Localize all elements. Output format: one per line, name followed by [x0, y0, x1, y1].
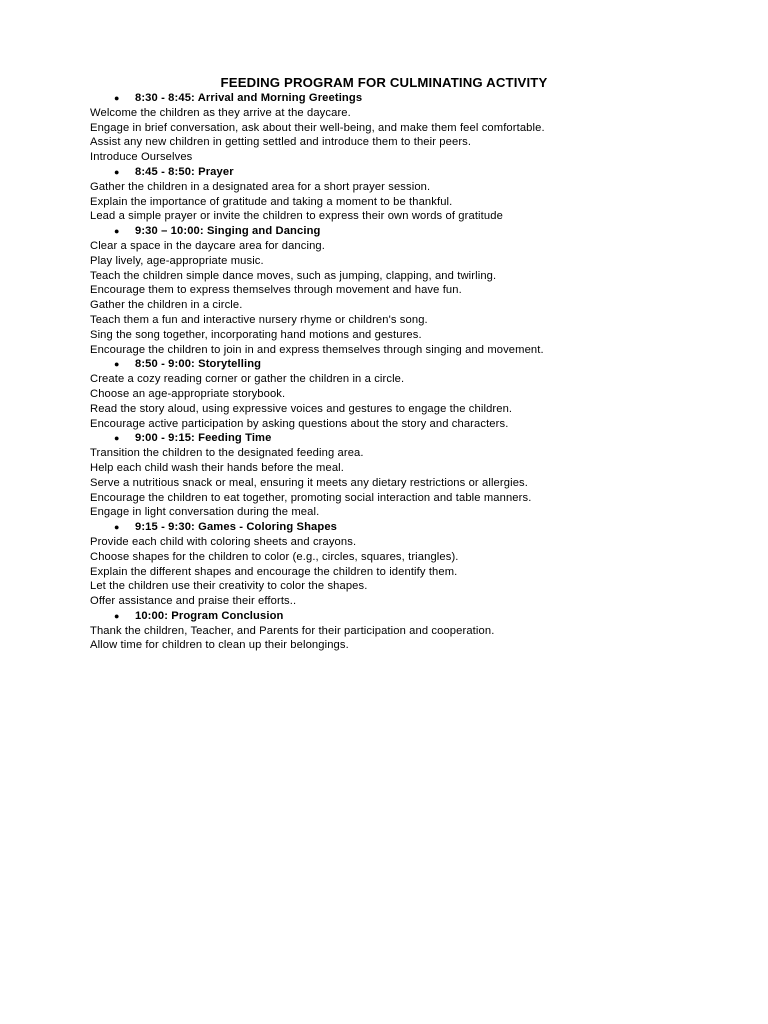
body-line: Engage in brief conversation, ask about their well-being, and make them feel comfortable.	[90, 121, 545, 134]
body-line: Play lively, age-appropriate music.	[90, 254, 264, 267]
section-heading-text: 9:00 - 9:15: Feeding Time	[135, 432, 272, 445]
body-line: Assist any new children in getting settled and introduce them to their peers.	[90, 136, 472, 149]
body-line: Provide each child with coloring sheets and crayons.	[90, 535, 357, 548]
body-line: Explain the importance of gratitude and taking a moment to be thankful.	[90, 195, 453, 208]
body-line: Transition the children to the designated feeding area.	[90, 447, 364, 460]
body-line: Thank the children, Teacher, and Parents for their participation and cooperation.	[90, 624, 495, 637]
section-heading	[90, 165, 690, 180]
section-heading-text: 8:50 - 9:00: Storytelling	[135, 358, 262, 371]
body-line: Teach the children simple dance moves, such as jumping, clapping, and twirling.	[90, 269, 497, 282]
body-line: Introduce Ourselves	[90, 151, 193, 164]
bullet-icon: ●	[114, 226, 120, 237]
body-line: Gather the children in a circle.	[90, 299, 243, 312]
body-line: Clear a space in the daycare area for dancing.	[90, 239, 326, 252]
bullet-icon: ●	[114, 93, 120, 103]
document-body	[90, 91, 690, 653]
body-line: Choose shapes for the children to color (e.g., circles, squares, triangles).	[90, 550, 459, 563]
section-heading-text: 10:00: Program Conclusion	[135, 609, 284, 622]
section-heading-text: 8:30 - 8:45: Arrival and Morning Greetings	[135, 92, 363, 104]
section-heading	[90, 431, 690, 446]
body-line: Lead a simple prayer or invite the children to express their own words of gratitude	[90, 210, 503, 223]
body-line: Help each child wash their hands before the meal.	[90, 461, 345, 474]
body-line: Encourage the children to join in and express themselves through singing and movement.	[90, 343, 544, 356]
body-line: Welcome the children as they arrive at the daycare.	[90, 106, 351, 119]
section-heading	[90, 91, 690, 106]
body-line: Gather the children in a designated area for a short prayer session.	[90, 180, 431, 193]
body-line: Choose an age-appropriate storybook.	[90, 387, 286, 400]
body-line: Explain the different shapes and encourage the children to identify them.	[90, 565, 458, 578]
bullet-icon: ●	[114, 610, 120, 621]
section-heading-text: 9:15 - 9:30: Games - Coloring Shapes	[135, 521, 338, 534]
section-heading-text: 9:30 – 10:00: Singing and Dancing	[135, 225, 321, 238]
bullet-icon: ●	[114, 522, 120, 533]
body-line: Encourage them to express themselves through movement and have fun.	[90, 284, 462, 297]
body-line: Encourage active participation by asking questions about the story and characters.	[90, 417, 509, 430]
document-title: FEEDING PROGRAM FOR CULMINATING ACTIVITY	[220, 75, 548, 90]
body-line: Teach them a fun and interactive nursery rhyme or children's song.	[90, 313, 428, 326]
body-line: Sing the song together, incorporating hand motions and gestures.	[90, 328, 422, 341]
bullet-icon: ●	[114, 359, 120, 370]
bullet-icon: ●	[114, 166, 120, 177]
body-line: Create a cozy reading corner or gather the children in a circle.	[90, 373, 405, 386]
body-line: Offer assistance and praise their efforts..	[90, 595, 297, 608]
section-heading	[90, 609, 690, 624]
body-line: Read the story aloud, using expressive voices and gestures to engage the children.	[90, 402, 513, 415]
section-heading	[90, 357, 690, 372]
bullet-icon: ●	[114, 433, 120, 444]
body-line: Serve a nutritious snack or meal, ensuring it meets any dietary restrictions or allergies.	[90, 476, 528, 489]
section-heading	[90, 520, 690, 535]
body-line: Let the children use their creativity to color the shapes.	[90, 580, 368, 593]
body-line: Allow time for children to clean up their belongings.	[90, 639, 349, 652]
body-line: Engage in light conversation during the meal.	[90, 506, 320, 519]
section-heading	[90, 224, 690, 239]
body-line: Encourage the children to eat together, promoting social interaction and table manners.	[90, 491, 532, 504]
section-heading-text: 8:45 - 8:50: Prayer	[135, 165, 234, 178]
